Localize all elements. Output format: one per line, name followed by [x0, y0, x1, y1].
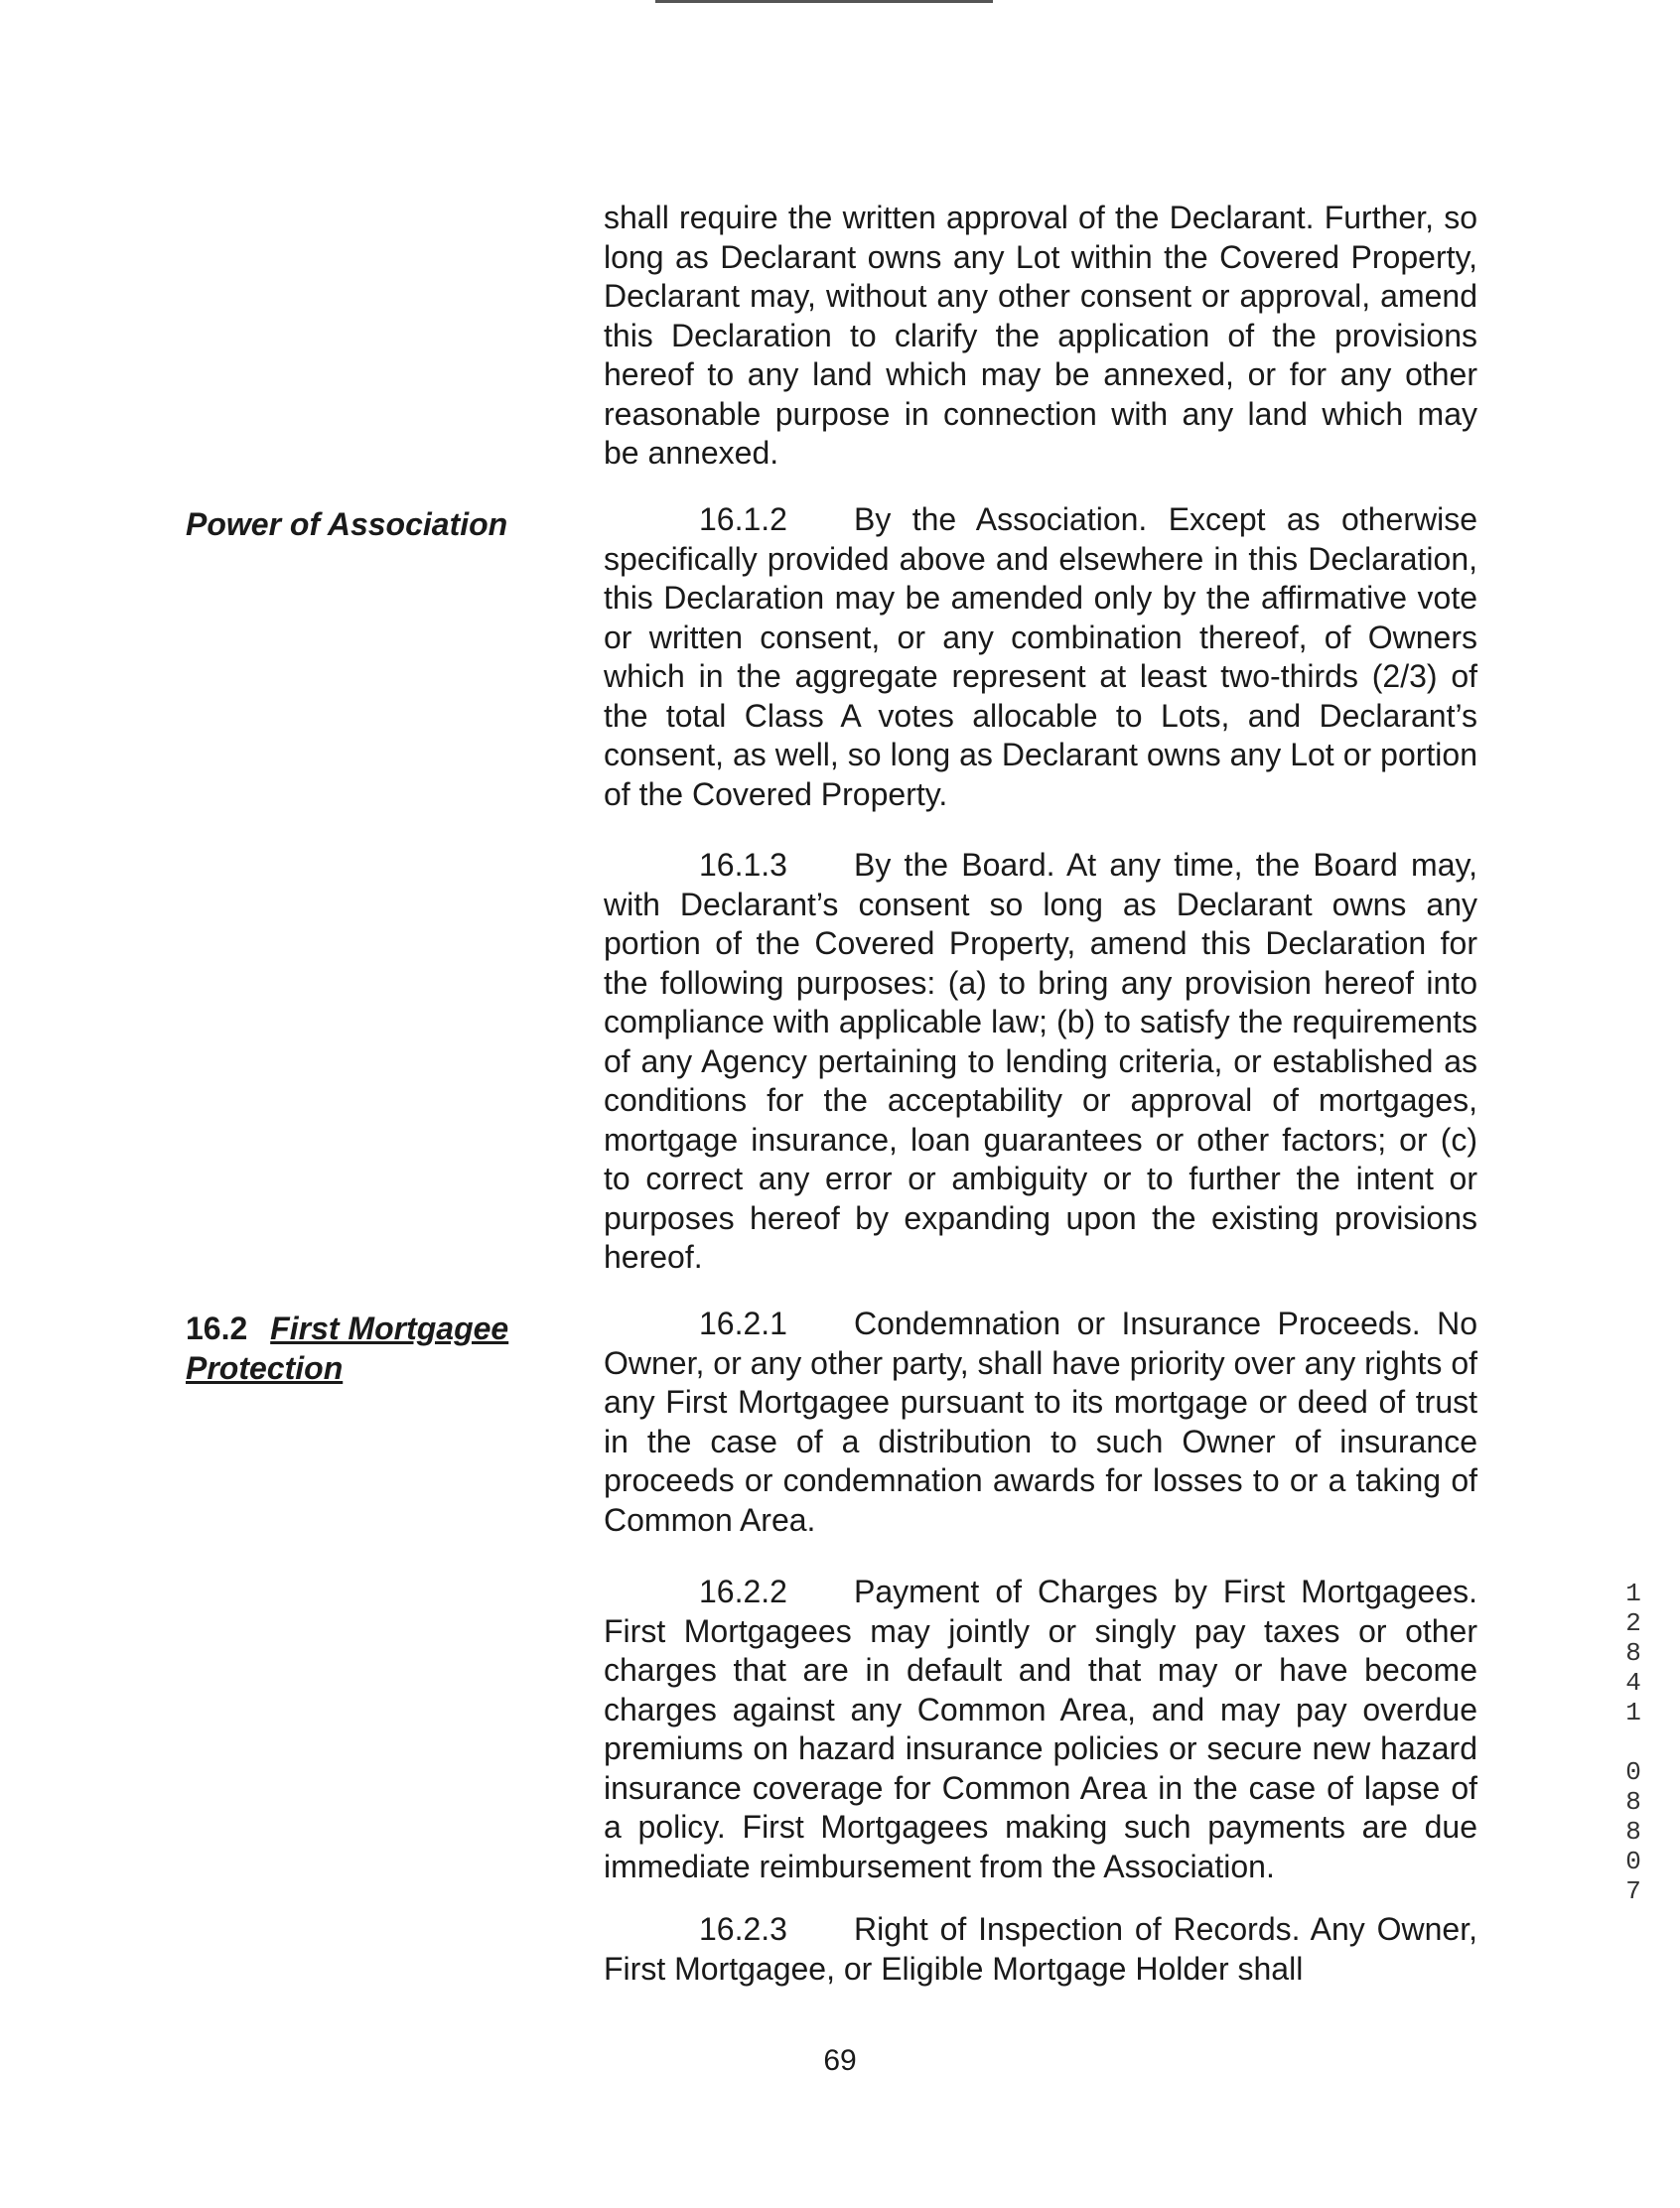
stamp-char: 8: [1625, 1787, 1641, 1817]
paragraph-text: Right of Inspection of Records. Any Owner, First Mortgagee, or Eligible Mortgage Holder shall: [604, 1911, 1477, 1987]
heading-power-of-association: Power of Association: [186, 506, 508, 542]
recording-stamp: [1613, 1579, 1653, 1906]
heading-first-mortgagee-protection: [186, 1309, 508, 1388]
paragraph-text: Condemnation or Insurance Proceeds. No Owner, or any other party, shall have priority over any rights of any First Mortgagee pursuant to its mortgage or deed of trust in the case of a distribution to such Owner of insurance proceeds or condemnation awards for losses to or a taking of Common Area.: [604, 1306, 1477, 1538]
stamp-char: 8: [1625, 1817, 1641, 1847]
stamp-char: 1: [1625, 1698, 1641, 1727]
section-number: 16.2.2: [699, 1574, 787, 1609]
section-16-1-3: [604, 846, 1477, 1278]
heading-number: 16.2: [186, 1311, 248, 1346]
heading-title-line1: First Mortgagee: [270, 1311, 509, 1346]
page-number: 69: [823, 2044, 857, 2077]
stamp-char: 0: [1625, 1847, 1641, 1876]
stamp-char: 2: [1625, 1608, 1641, 1638]
stamp-gap: [1613, 1727, 1653, 1757]
scan-edge-mark: [655, 0, 993, 3]
section-16-2-3: [604, 1910, 1477, 1989]
paragraph-text: Payment of Charges by First Mortgagees. First Mortgagees may jointly or singly pay taxes or other charges that are in default and that may or have become charges against any Common Area, and may pay overdue premiums on hazard insurance policies or secure new hazard insurance coverage for Common Area in the case of lapse of a policy. First Mortgagees making such payments are due immediate reimbursement from the Association.: [604, 1574, 1477, 1884]
stamp-char: 0: [1625, 1757, 1641, 1787]
section-number: 16.2.1: [699, 1306, 787, 1341]
section-16-1-2: [604, 500, 1477, 814]
paragraph-text: shall require the written approval of the Declarant. Further, so long as Declarant owns any Lot within the Covered Property, Declarant may, without any other consent or approval, amend this Declaration to clarify the application of the provisions hereof to any land which may be annexed, or for any other reasonable purpose in connection with any land which may be annexed.: [604, 200, 1477, 471]
section-number: 16.2.3: [699, 1911, 787, 1947]
stamp-char: 7: [1625, 1876, 1641, 1906]
continuation-paragraph: [604, 199, 1477, 474]
stamp-char: 1: [1625, 1579, 1641, 1608]
paragraph-text: By the Board. At any time, the Board may, with Declarant’s consent so long as Declarant owns any portion of the Covered Property, amend this Declaration for the following purposes: (a) to bring any provision hereof into compliance with applicable law; (b) to satisfy the requirements of any Agency pertaining to lending criteria, or established as conditions for the acceptability or approval of mortgages, mortgage insurance, loan guarantees or other factors; or (c) to correct any error or ambiguity or to further the intent or purposes hereof by expanding upon the existing provisions hereof.: [604, 847, 1477, 1275]
stamp-char: 8: [1625, 1638, 1641, 1668]
section-number: 16.1.3: [699, 847, 787, 883]
section-16-2-2: [604, 1573, 1477, 1886]
paragraph-text: By the Association. Except as otherwise specifically provided above and elsewhere in this Declaration, this Declaration may be amended only by the affirmative vote or written consent, or any combination thereof, of Owners which in the aggregate represent at least two-thirds (2/3) of the total Class A votes allocable to Lots, and Declarant’s consent, as well, so long as Declarant owns any Lot or portion of the Covered Property.: [604, 501, 1477, 812]
section-16-2-1: [604, 1305, 1477, 1540]
heading-title-line2: Protection: [186, 1350, 344, 1386]
section-number: 16.1.2: [699, 501, 787, 537]
stamp-char: 4: [1625, 1668, 1641, 1698]
